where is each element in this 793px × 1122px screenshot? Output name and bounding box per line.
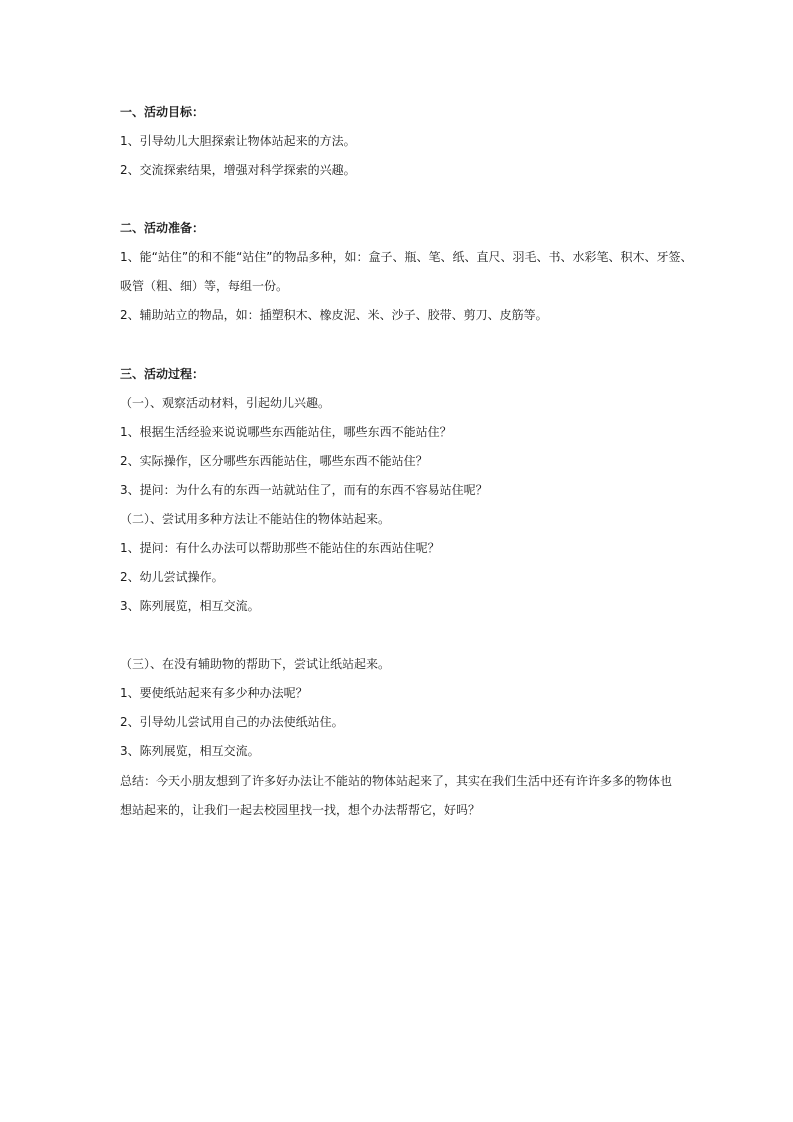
section-3-heading: 三、活动过程： [120, 367, 205, 381]
section-2-heading: 二、活动准备： [120, 221, 205, 235]
part-1-item-2: 2、实际操作，区分哪些东西能站住，哪些东西不能站住？ [120, 454, 428, 468]
section-2-item-2: 2、辅助站立的物品，如：插塑积木、橡皮泥、米、沙子、胶带、剪刀、皮筋等。 [120, 308, 548, 322]
summary-line-1: 总结：今天小朋友想到了许多好办法让不能站的物体站起来了，其实在我们生活中还有许许多多的物体也 [120, 774, 673, 788]
part-2-item-3: 3、陈列展览，相互交流。 [120, 599, 260, 613]
summary-line-2: 想站起来的，让我们一起去校园里找一找，想个办法帮帮它，好吗？ [120, 803, 481, 817]
section-1-item-2: 2、交流探索结果，增强对科学探索的兴趣。 [120, 163, 356, 177]
section-1-item-1: 1、引导幼儿大胆探索让物体站起来的方法。 [120, 134, 356, 148]
section-2-item-1: 1、能“站住”的和不能“站住”的物品多种，如：盒子、瓶、笔、纸、直尺、羽毛、书、水彩笔、积木、牙签、 [120, 250, 693, 264]
part-3-title: （三）、在没有辅助物的帮助下，尝试让纸站起来。 [120, 657, 391, 671]
part-3-item-2: 2、引导幼儿尝试用自己的办法使纸站住。 [120, 715, 344, 729]
part-2-item-1: 1、提问：有什么办法可以帮助那些不能站住的东西站住呢？ [120, 541, 440, 555]
section-2-item-1-continued: 吸管（粗、细）等，每组一份。 [120, 279, 289, 293]
part-2-item-2: 2、幼儿尝试操作。 [120, 570, 224, 584]
section-1-heading: 一、活动目标： [120, 105, 205, 119]
part-3-item-1: 1、要使纸站起来有多少种办法呢？ [120, 686, 308, 700]
part-1-item-3: 3、提问：为什么有的东西一站就站住了，而有的东西不容易站住呢？ [120, 483, 488, 497]
part-1-title: （一）、观察活动材料，引起幼儿兴趣。 [120, 396, 331, 410]
part-2-title: （二）、尝试用多种方法让不能站住的物体站起来。 [120, 512, 391, 526]
part-3-item-3: 3、陈列展览，相互交流。 [120, 744, 260, 758]
part-1-item-1: 1、根据生活经验来说说哪些东西能站住，哪些东西不能站住？ [120, 425, 452, 439]
